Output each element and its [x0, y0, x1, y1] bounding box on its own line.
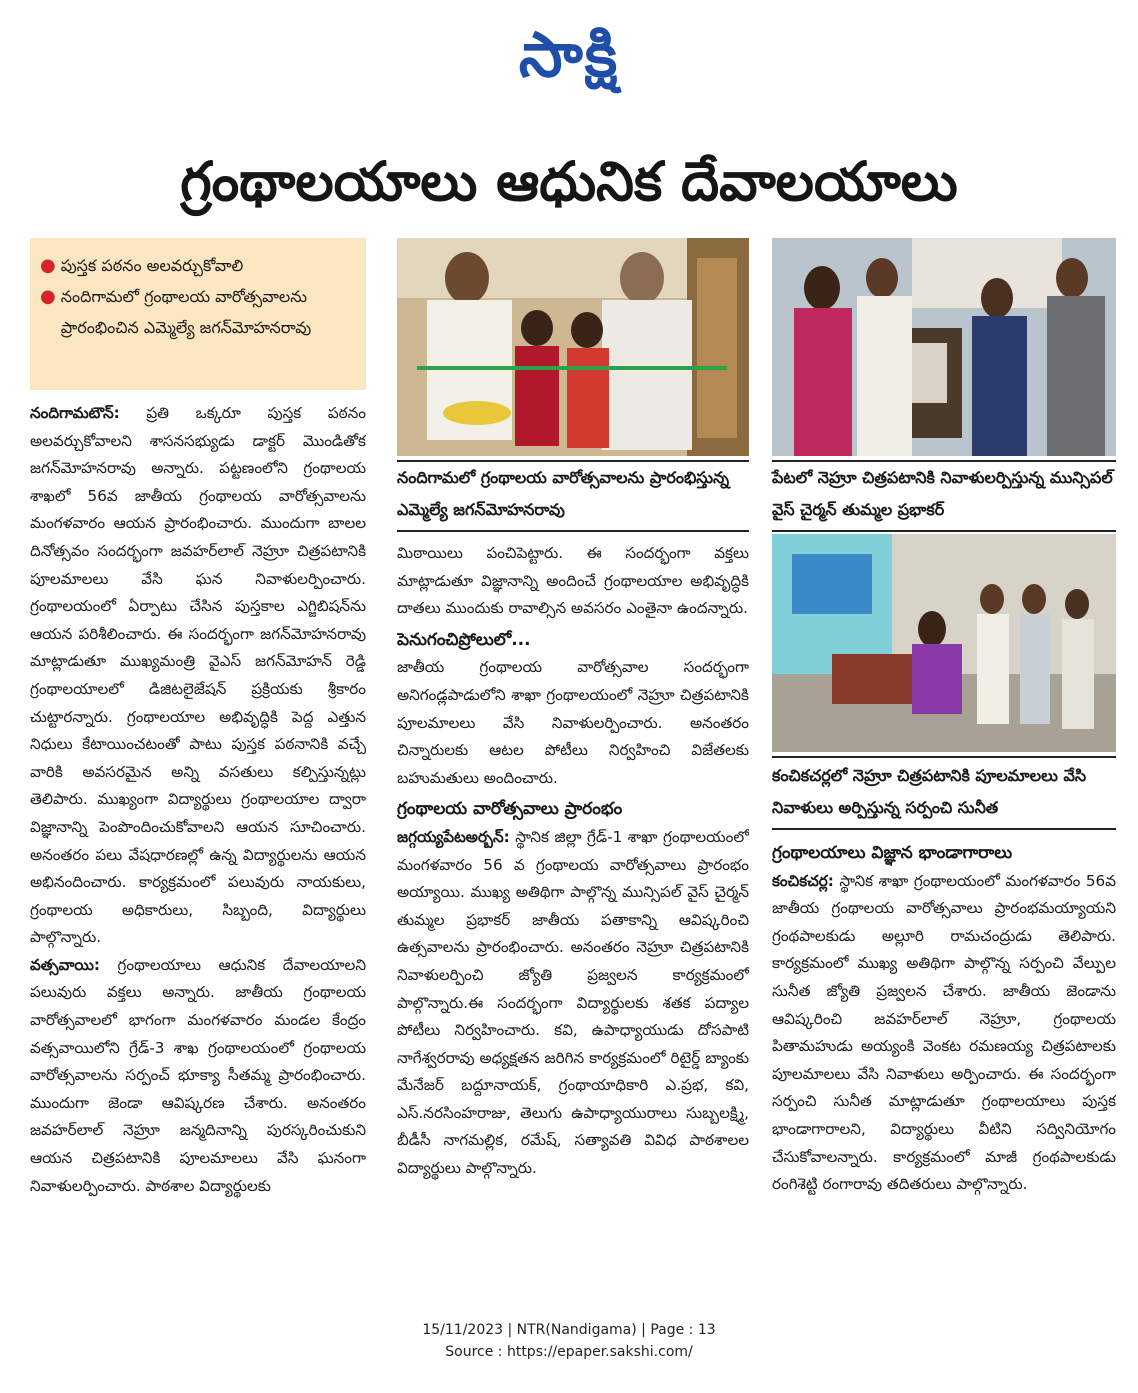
- paragraph: [772, 868, 1116, 1199]
- paragraph-text: మిఠాయిలు పంచిపెట్టారు. ఈ సందర్భంగా వక్తలు మాట్లాడుతూ విజ్ఞానాన్ని అందించే గ్రంథాలయాల అభివృద్ధికి దాతలు ముందుకు రావాల్సిన అవసరం ఎంతైనా ఉందన్నారు.: [397, 544, 749, 618]
- summary-point: [40, 250, 356, 281]
- photo-illustration: [772, 534, 1116, 752]
- summary-point: [40, 281, 356, 343]
- subheading: గ్రంథాలయాలు విజ్ఞాన భాండాగారాలు: [772, 843, 1013, 863]
- photo-caption: కంచికచర్లలో నెహ్రూ చిత్రపటానికి పూలమాలలు వేసి నివాళులు అర్పిస్తున్న సర్పంచి సునీత: [772, 766, 1087, 817]
- caption-divider: [772, 756, 1116, 758]
- dateline: జగ్గయ్యపేటఅర్బన్:: [397, 827, 510, 846]
- bullet-icon: ●: [40, 286, 56, 307]
- footer-date-edition: 15/11/2023 | NTR(Nandigama) | Page : 13: [422, 1322, 716, 1338]
- article-column-3: [772, 836, 1116, 1280]
- caption-divider: [397, 530, 749, 532]
- caption-divider: [772, 530, 1116, 532]
- caption-divider: [772, 828, 1116, 830]
- photo-caption: పేటలో నెహ్రూ చిత్రపటానికి నివాళులర్పిస్తున్న మున్సిపల్ వైస్ చైర్మన్ తుమ్మల ప్రభాకర్: [772, 468, 1113, 519]
- subheading: పెనుగంచిప్రోలులో...: [397, 629, 531, 650]
- photo-nehru-tribute-peta: [772, 238, 1116, 456]
- page-headline: గ్రంథాలయాలు ఆధునిక దేవాలయాలు: [180, 150, 958, 213]
- paragraph: [30, 400, 366, 952]
- paragraph: [30, 952, 366, 1200]
- article-column-2: [397, 540, 749, 1280]
- footer-source: Source : https://epaper.sakshi.com/: [445, 1344, 693, 1360]
- dateline: నందిగామటౌన్:: [30, 404, 120, 422]
- subheading: గ్రంథాలయ వారోత్సవాలు ప్రారంభం: [397, 799, 623, 820]
- bullet-icon: ●: [40, 255, 56, 276]
- paragraph: [397, 540, 749, 623]
- summary-box: [30, 238, 366, 390]
- photo-illustration: [397, 238, 749, 456]
- paragraph-text: గ్రంథాలయాలు ఆధునిక దేవాలయాలని పలువురు వక్తలు అన్నారు. జాతీయ గ్రంథాలయ వారోత్సవాలలో భాగంగా మంగళవారం మండల కేంద్రం వత్సవాయిలోని గ్రేడ్-3 శాఖ గ్రంథాలయంలో గ్రంథాలయ వారోత్సవాలను సర్పంచ్ భూక్యా సీతమ్మ ప్రారంభించారు. ముందుగా జెండా ఆవిష్కరణ చేశారు. అనంతరం జవహర్‌లాల్ నెహ్రూ జన్మదినాన్ని పురస్కరించుకుని ఆయన చిత్రపటానికి పూలమాలలు వేసి ఘనంగా నివాళులర్పించారు. పాఠశాల విద్యార్థులకు: [30, 955, 366, 1195]
- paragraph-text: ప్రతి ఒక్కరూ పుస్తక పఠనం అలవర్చుకోవాలని శాసనసభ్యుడు డాక్టర్ మొండితోక జగన్‌మోహనరావు అన్నారు. పట్టణంలోని గ్రంథాలయ శాఖలో 56వ జాతీయ గ్రంథాలయ వారోత్సవాలను మంగళవారం ఆయన ప్రారంభించారు. ముందుగా బాలల దినోత్సవం సందర్భంగా జవహర్‌లాల్ నెహ్రూ చిత్రపటానికి పూలమాలలు వేసి ఘన నివాళులర్పించారు. గ్రంథాలయంలో ఏర్పాటు చేసిన పుస్తకాల ఎగ్జిబిషన్‌ను ఆయన పరిశీలించారు. ఈ సందర్భంగా జగన్‌మోహనరావు మాట్లాడుతూ ముఖ్యమంత్రి వైఎస్ జగన్‌మోహన్ రెడ్డి గ్రంథాలయాలలో డిజిటలైజేషన్ ప్రక్రియకు శ్రీకారం చుట్టారన్నారు. గ్రంథాలయాల అభివృద్ధికి పెద్ద ఎత్తున నిధులు కేటాయించటంతో పాటు పుస్తక పఠనానికి వచ్చే వారికి అవసరమైన అన్ని వసతులు కల్పిస్తున్నట్లు తెలిపారు. ముఖ్యంగా విద్యార్థులు గ్రంథాలయాల ద్వారా విజ్ఞానాన్ని పెంపొందించుకోవాలని ఆయన సూచించారు. అనంతరం పలు వేషధారణల్లో ఉన్న విద్యార్థులను ఆయన అభినందించారు. కార్యక్రమంలో పలువురు నాయకులు, గ్రంథాలయ అధికారులు, సిబ్బంది, విద్యార్థులు పాల్గొన్నారు.: [30, 404, 366, 947]
- paragraph-text: స్థానిక జిల్లా గ్రేడ్-1 శాఖా గ్రంథాలయంలో మంగళవారం 56 వ గ్రంథాలయ వారోత్సవాలు ప్రారంభం అయ్యాయి. ముఖ్య అతిథిగా పాల్గొన్న మున్సిపల్ వైస్ చైర్మన్ తుమ్మల ప్రభాకర్ జాతీయ పతాకాన్ని ఆవిష్కరించి ఉత్సవాలను ప్రారంభించారు. అనంతరం నెహ్రూ చిత్రపటానికి నివాళులర్పించి జ్యోతి ప్రజ్వలన కార్యక్రమంలో పాల్గొన్నారు.ఈ సందర్భంగా విద్యార్థులకు శతక పద్యాల పోటీలు నిర్వహించారు. కవి, ఉపాధ్యాయుడు దోసపాటి నాగేశ్వరరావు అధ్యక్షతన జరిగిన కార్యక్రమంలో రిటైర్డ్ బ్యాంకు మేనేజర్ బద్దూనాయక్, గ్రంథాయాధికారి ఎ.ప్రభ, కవి, ఎస్.నరసింహరాజు, తెలుగు ఉపాధ్యాయురాలు సుబ్బలక్ష్మి, బీడీసీ నాగమల్లిక, రమేష్, సత్యావతి వివిధ పాఠశాలల విద్యార్థులు పాల్గొన్నారు.: [397, 827, 749, 1178]
- summary-point-text: నందిగామలో గ్రంథాలయ వారోత్సవాలను ప్రారంభించిన ఎమ్మెల్యే జగన్‌మోహనరావు: [60, 287, 312, 337]
- paragraph-text: స్థానిక శాఖా గ్రంథాలయంలో మంగళవారం 56వ జాతీయ గ్రంథాలయ వారోత్సవాలు ప్రారంభమయ్యాయని గ్రంథపాలకుడు అల్లూరి రామచంద్రుడు తెలిపారు. కార్యక్రమంలో ముఖ్య అతిథిగా పాల్గొన్న సర్పంచి వేల్పుల సునీత జ్యోతి ప్రజ్వలన చేశారు. జాతీయ జెండాను ఆవిష్కరించి జవహర్‌లాల్ నెహ్రూ, గ్రంథాలయ పితామహుడు అయ్యంకి వెంకట రమణయ్య చిత్రపటాలకు పూలమాలలు వేసి నివాళులు అర్పించారు. ఈ సందర్భంగా సర్పంచి సునీత మాట్లాడుతూ గ్రంథాలయాలు పుస్తక భాండాగారాలని, విద్యార్థులు వీటిని సద్వినియోగం చేసుకోవాలన్నారు. కార్యక్రమంలో మాజీ గ్రంథపాలకుడు రంగిశెట్టి రంగారావు తదితరులు పాల్గొన్నారు.: [772, 871, 1116, 1194]
- photo-nehru-tribute-kanchikacherla: [772, 534, 1116, 752]
- masthead-logo: సాక్షి: [518, 18, 620, 91]
- dateline: కంచికచర్ల:: [772, 871, 834, 890]
- dateline: వత్సవాయి:: [30, 955, 100, 974]
- paragraph: [397, 824, 749, 1183]
- paragraph-text: జాతీయ గ్రంథాలయ వారోత్సవాల సందర్భంగా అనిగండ్లపాడులోని శాఖా గ్రంథాలయంలో నెహ్రూ చిత్రపటానికి పూలమాలలు వేసి నివాళులర్పించారు. అనంతరం చిన్నారులకు ఆటల పోటీలు నిర్వహించి విజేతలకు బహుమతులు అందించారు.: [397, 658, 749, 787]
- paragraph: [397, 654, 749, 792]
- photo-illustration: [772, 238, 1116, 456]
- photo-caption: నందిగామలో గ్రంథాలయ వారోత్సవాలను ప్రారంభిస్తున్న ఎమ్మెల్యే జగన్‌మోహనరావు: [397, 468, 730, 519]
- photo-library-inauguration: [397, 238, 749, 456]
- article-column-1: [30, 400, 366, 1280]
- summary-point-text: పుస్తక పఠనం అలవర్చుకోవాలి: [60, 256, 244, 275]
